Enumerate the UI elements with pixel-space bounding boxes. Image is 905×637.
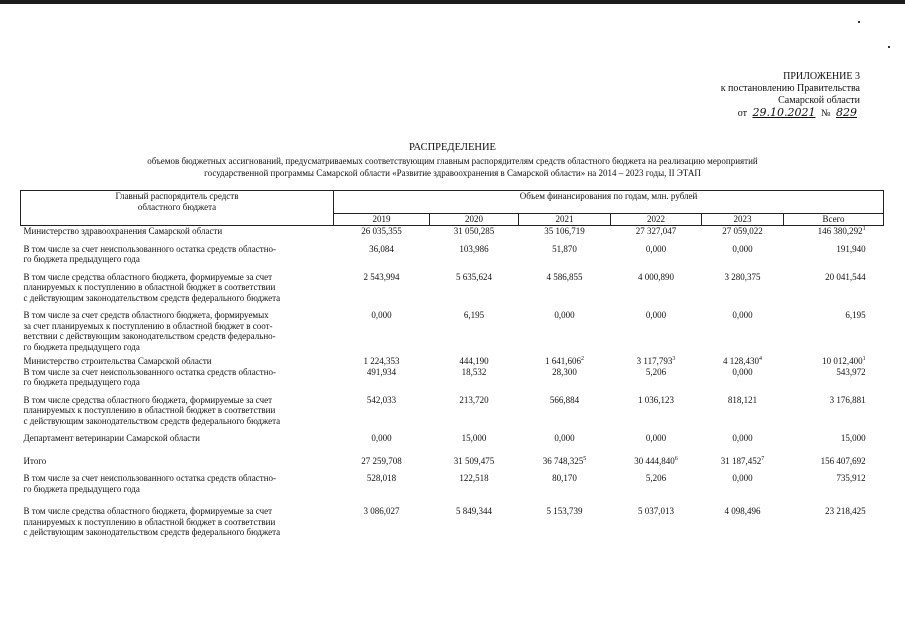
value-cell (611, 310, 702, 352)
value-cell (519, 356, 611, 367)
from-label: от (737, 108, 747, 119)
total-cell (784, 356, 884, 367)
total-cell (784, 456, 884, 467)
value-cell (702, 272, 784, 304)
cell-value: 3 086,027 (363, 506, 400, 516)
scan-speck (888, 46, 890, 48)
row-label: Министерство здравоохранения Самарской области (23, 226, 223, 236)
cell-value: 15,000 (840, 433, 866, 443)
value-cell (702, 356, 784, 367)
table-row (21, 395, 884, 427)
total-cell (784, 395, 884, 427)
total-cell (784, 473, 884, 494)
value-cell (611, 473, 702, 494)
table-row (21, 473, 884, 494)
value-cell (430, 310, 519, 352)
value-cell (611, 433, 702, 444)
value-cell (519, 310, 611, 352)
cell-value: 818,121 (727, 394, 758, 405)
table-row (21, 272, 884, 304)
scan-top-edge (0, 0, 905, 4)
total-cell (784, 244, 884, 265)
handwritten-date: 29.10.2021 (752, 106, 816, 119)
row-label: В том числе за счет неиспользованного остатка средств областно- го бюджета предыдущего года (23, 366, 277, 387)
cell-value: 36 748,325 (542, 455, 584, 466)
value-cell (519, 244, 611, 265)
cell-value: 26 035,355 (361, 226, 402, 236)
table-body (21, 226, 884, 538)
value-cell (519, 367, 611, 388)
cell-value: 31 187,452 (720, 455, 762, 466)
cell-value: 103,986 (459, 243, 489, 254)
total-cell (784, 226, 884, 237)
table-row (21, 244, 884, 265)
cell-value: 18,532 (461, 366, 487, 377)
appendix-date-line (721, 107, 860, 120)
value-cell (519, 433, 611, 444)
cell-value: 0,000 (732, 310, 753, 320)
year-header: 2022 (611, 214, 702, 226)
cell-value: 5 037,013 (638, 506, 674, 516)
value-cell (702, 456, 784, 467)
value-cell (611, 506, 702, 538)
cell-value: 4 586,855 (546, 271, 583, 282)
year-header: 2021 (519, 214, 611, 226)
cell-value: 5,206 (645, 473, 667, 483)
cell-value: 31 509,475 (453, 455, 495, 466)
cell-value: 35 106,719 (544, 226, 585, 236)
cell-value: 6,195 (463, 310, 485, 320)
value-cell (430, 433, 519, 444)
table-row (21, 433, 884, 444)
value-cell (334, 395, 430, 427)
value-cell (519, 506, 611, 538)
cell-value: 146 380,292 (817, 226, 863, 236)
value-cell (611, 226, 702, 237)
value-cell (611, 395, 702, 427)
value-cell (702, 226, 784, 237)
value-cell (702, 310, 784, 352)
cell-value: 36,084 (369, 243, 394, 254)
footnote-ref: 4 (759, 356, 762, 362)
cell-value: 4 098,496 (724, 506, 761, 516)
cell-value: 156 407,692 (820, 455, 866, 466)
row-label: В том числе за счет неиспользованного остатка средств областно- го бюджета предыдущего года (23, 473, 277, 494)
total-cell (784, 367, 884, 388)
value-cell (430, 356, 519, 367)
value-cell (702, 506, 784, 538)
header-financing: Объем финансирования по годам, млн. рублей (334, 191, 884, 214)
document-title: РАСПРЕДЕЛЕНИЕ (409, 142, 496, 153)
value-cell (334, 272, 430, 304)
total-cell (784, 506, 884, 538)
value-cell (334, 310, 430, 352)
cell-value: 4 128,430 (723, 356, 759, 366)
cell-value: 80,170 (552, 473, 577, 483)
table-row (21, 356, 884, 367)
year-header: Всего (784, 214, 884, 226)
row-label: Итого (23, 455, 47, 466)
cell-value: 491,934 (366, 366, 397, 377)
cell-value: 542,033 (366, 394, 397, 405)
cell-value: 213,720 (459, 394, 489, 405)
handwritten-number: 829 (836, 106, 857, 119)
value-cell (430, 272, 519, 304)
cell-value: 1 224,353 (363, 356, 400, 366)
number-label: № (820, 108, 831, 119)
year-header: 2019 (334, 214, 430, 226)
appendix-line: Самарской области (778, 95, 860, 106)
cell-value: 20 041,544 (825, 271, 866, 282)
cell-value: 0,000 (645, 310, 667, 320)
row-label: В том числе средства областного бюджета, формируемые за счет планируемых к поступлению в областной бюджет в соответствии с действующим законодательством средств федерального бюджета (23, 271, 281, 303)
cell-value: 528,018 (366, 473, 397, 483)
value-cell (334, 456, 430, 467)
value-cell (702, 395, 784, 427)
cell-value: 6,195 (845, 310, 866, 320)
cell-value: 3 117,793 (636, 356, 673, 366)
value-cell (334, 356, 430, 367)
value-cell (702, 244, 784, 265)
budget-table (20, 190, 884, 538)
cell-value: 0,000 (371, 433, 392, 443)
row-label: В том числе за счет неиспользованного остатка средств областно- го бюджета предыдущего года (23, 243, 277, 264)
cell-value: 1 641,606 (545, 356, 581, 366)
value-cell (611, 367, 702, 388)
appendix-title: ПРИЛОЖЕНИЕ 3 (783, 71, 860, 82)
cell-value: 31 050,285 (453, 226, 495, 236)
cell-value: 2 543,994 (363, 271, 400, 282)
table-row (21, 226, 884, 237)
cell-value: 0,000 (554, 310, 575, 320)
table-row (21, 310, 884, 352)
cell-value: 0,000 (732, 366, 753, 377)
cell-value: 122,518 (459, 473, 489, 483)
table-row (21, 506, 884, 538)
cell-value: 27 259,708 (361, 455, 402, 466)
cell-value: 5,206 (645, 366, 667, 377)
value-cell (430, 244, 519, 265)
value-cell (611, 244, 702, 265)
cell-value: 444,190 (459, 356, 489, 366)
value-cell (334, 367, 430, 388)
appendix-line: к постановлению Правительства (720, 83, 860, 94)
footnote-ref: 2 (581, 356, 584, 362)
cell-value: 0,000 (732, 433, 753, 443)
value-cell (611, 356, 702, 367)
footnote-ref: 5 (583, 455, 587, 462)
year-header: 2020 (430, 214, 519, 226)
appendix-block (721, 71, 860, 120)
year-header: 2023 (702, 214, 784, 226)
value-cell (519, 456, 611, 467)
cell-value: 543,972 (836, 366, 866, 377)
value-cell (430, 226, 519, 237)
footnote-ref: 7 (761, 455, 765, 462)
value-cell (702, 433, 784, 444)
cell-value: 3 176,881 (829, 394, 866, 405)
row-label: Министерство строительства Самарской области (23, 356, 212, 366)
cell-value: 1 036,123 (638, 394, 674, 405)
value-cell (702, 367, 784, 388)
cell-value: 28,300 (552, 366, 577, 377)
value-cell (430, 506, 519, 538)
cell-value: 0,000 (554, 433, 575, 443)
cell-value: 4 000,890 (638, 271, 674, 282)
cell-value: 27 327,047 (635, 226, 677, 236)
cell-value: 0,000 (732, 243, 753, 254)
value-cell (334, 244, 430, 265)
cell-value: 5 849,344 (456, 506, 492, 516)
value-cell (519, 395, 611, 427)
value-cell (430, 473, 519, 494)
cell-value: 15,000 (461, 433, 487, 443)
subtitle-line: объемов бюджетных ассигнований, предусматриваемых соответствующим главным распорядителям средств областного бюджета на реализацию мероприятий (147, 156, 758, 166)
row-label: Департамент ветеринарии Самарской области (23, 433, 200, 443)
value-cell (519, 272, 611, 304)
cell-value: 23 218,425 (825, 506, 866, 516)
value-cell (611, 272, 702, 304)
total-cell (784, 433, 884, 444)
value-cell (334, 473, 430, 494)
scan-speck (858, 21, 860, 23)
cell-value: 30 444,840 (634, 455, 675, 466)
value-cell (430, 367, 519, 388)
cell-value: 0,000 (645, 433, 667, 443)
table-row (21, 456, 884, 467)
footnote-ref: 3 (672, 356, 676, 362)
footnote-ref: 6 (674, 455, 678, 462)
total-cell (784, 272, 884, 304)
value-cell (430, 456, 519, 467)
value-cell (430, 395, 519, 427)
cell-value: 5 635,624 (456, 271, 492, 282)
footnote-ref: 1 (862, 226, 866, 232)
cell-value: 191,940 (836, 243, 866, 254)
footnote-ref: 1 (862, 356, 866, 362)
value-cell (334, 226, 430, 237)
total-cell (784, 310, 884, 352)
cell-value: 566,884 (549, 394, 580, 405)
header-distributor: Главный распорядитель средств областного бюджета (21, 191, 334, 226)
cell-value: 0,000 (645, 243, 667, 254)
cell-value: 3 280,375 (724, 271, 761, 282)
value-cell (519, 473, 611, 494)
cell-value: 5 153,739 (546, 506, 583, 516)
cell-value: 735,912 (836, 473, 866, 483)
row-label: В том числе средства областного бюджета, формируемые за счет планируемых к поступлению в областной бюджет в соответствии с действующим законодательством средств федерального бюджета (23, 506, 281, 537)
row-label: В том числе за счет средств областного бюджета, формируемых за счет планируемых к поступлению в областной бюджет в соот- ветствии с действующим законодательством средств федерально- го бюджета предыдущего года (23, 310, 276, 352)
cell-value: 0,000 (732, 473, 753, 483)
value-cell (334, 506, 430, 538)
value-cell (334, 433, 430, 444)
row-label: В том числе средства областного бюджета, формируемые за счет планируемых к поступлению в областной бюджет в соответствии с действующим законодательством средств федерального бюджета (23, 394, 281, 426)
value-cell (702, 473, 784, 494)
cell-value: 27 059,022 (722, 226, 763, 236)
document-subtitle (20, 155, 885, 179)
cell-value: 51,870 (552, 243, 577, 254)
subtitle-line: государственной программы Самарской области «Развитие здравоохранения в Самарской области» на 2014 – 2023 годы, II ЭТАП (204, 168, 701, 178)
value-cell (519, 226, 611, 237)
cell-value: 10 012,400 (822, 356, 863, 366)
table-row (21, 367, 884, 388)
value-cell (611, 456, 702, 467)
cell-value: 0,000 (371, 310, 392, 320)
